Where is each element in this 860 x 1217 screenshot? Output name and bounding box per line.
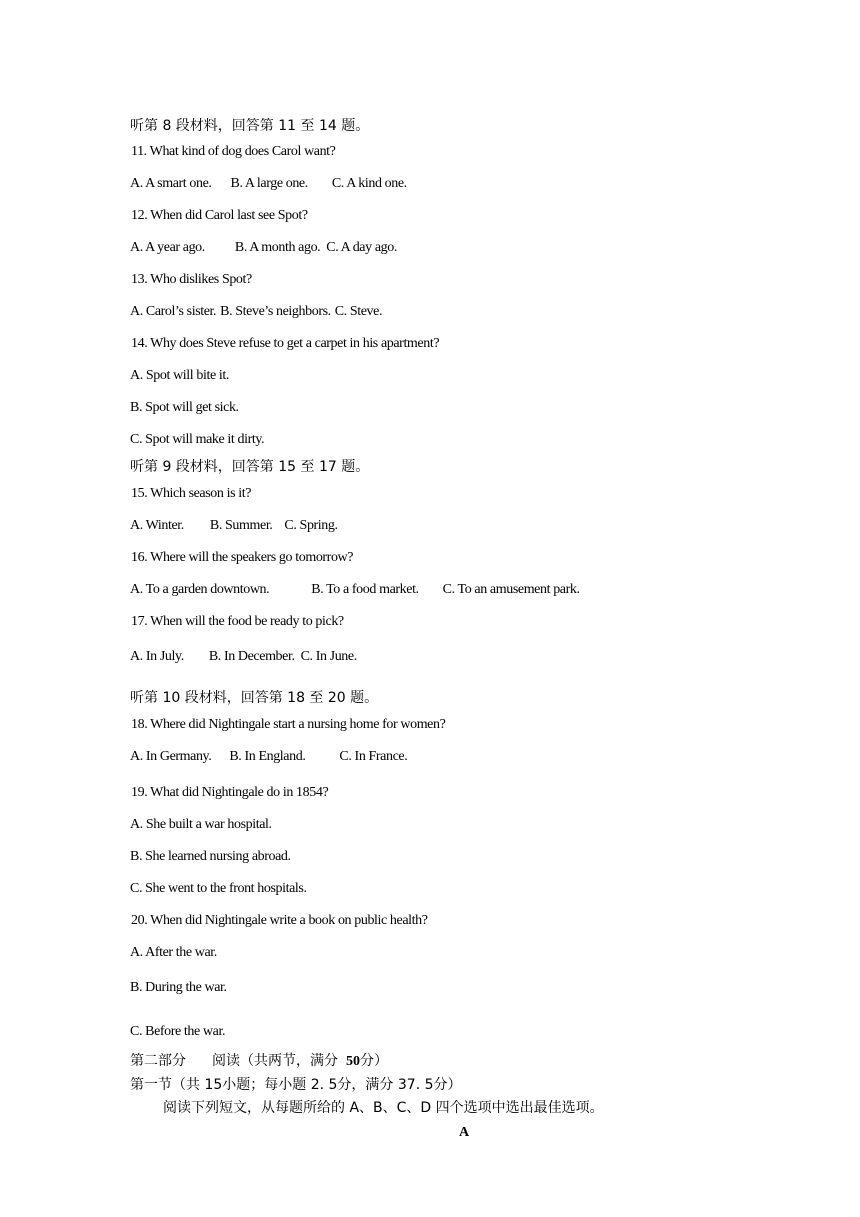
question-11-option-a: A. A smart one.	[130, 176, 212, 191]
question-12-option-a: A. A year ago.	[130, 240, 205, 255]
question-19-stem: 19. What did Nightingale do in 1854?	[131, 785, 329, 800]
question-12-option-b: B. A month ago.	[234, 240, 321, 255]
reading-instruction: 阅读下列短文，从每题所给的 A、B、C、D 四个选项中选出最佳选项。	[163, 1100, 604, 1116]
question-18-stem: 18. Where did Nightingale start a nursing home for women?	[131, 717, 446, 732]
question-11-stem: 11. What kind of dog does Carol want?	[131, 144, 336, 159]
question-20-option-b: B. During the war.	[130, 980, 227, 995]
question-16-option-b: B. To a food market.	[311, 582, 419, 597]
question-17-option-b: B. In December.	[208, 649, 295, 664]
question-15-stem: 15. Which season is it?	[131, 486, 252, 501]
question-12-stem: 12. When did Carol last see Spot?	[131, 208, 308, 223]
section-heading-8: 听第 8 段材料，回答第 11 至 14 题。	[130, 118, 370, 134]
part-two-label: 第二部分	[130, 1053, 186, 1069]
question-17-option-a: A. In July.	[130, 649, 184, 664]
question-13-option-a: A. Carol’s sister.	[130, 304, 217, 319]
section-one-heading: 第一节（共 15小题；每小题 2. 5分，满分 37. 5分）	[130, 1077, 462, 1093]
question-13-option-c: C. Steve.	[334, 304, 383, 319]
question-16-stem: 16. Where will the speakers go tomorrow?	[131, 550, 354, 565]
question-11-option-b: B. A large one.	[230, 176, 308, 191]
question-20-option-a: A. After the war.	[130, 945, 217, 960]
section-heading-10: 听第 10 段材料，回答第 18 至 20 题。	[130, 690, 379, 706]
question-17-stem: 17. When will the food be ready to pick?	[131, 614, 344, 629]
question-19-option-a: A. She built a war hospital.	[130, 817, 272, 832]
part-two-title: 阅读（共两节，满分	[212, 1053, 338, 1069]
part-two-title-end: 分）	[360, 1053, 388, 1069]
question-11-options	[130, 175, 407, 193]
question-14-option-b: B. Spot will get sick.	[130, 400, 239, 415]
passage-label: A	[458, 1125, 470, 1140]
question-11-option-c: C. A kind one.	[331, 176, 407, 191]
question-18-option-c: C. In France.	[339, 749, 408, 764]
question-14-option-c: C. Spot will make it dirty.	[130, 432, 265, 447]
question-15-option-b: B. Summer.	[209, 518, 273, 533]
question-18-option-b: B. In England.	[229, 749, 306, 764]
section-heading-9: 听第 9 段材料，回答第 15 至 17 题。	[130, 459, 370, 475]
question-12-option-c: C. A day ago.	[326, 240, 397, 255]
question-14-stem: 14. Why does Steve refuse to get a carpet in his apartment?	[131, 336, 440, 351]
question-19-option-c: C. She went to the front hospitals.	[130, 881, 307, 896]
question-13-option-b: B. Steve’s neighbors.	[220, 304, 331, 319]
question-20-option-c: C. Before the war.	[130, 1024, 226, 1039]
question-18-option-a: A. In Germany.	[130, 749, 212, 764]
question-13-stem: 13. Who dislikes Spot?	[131, 272, 252, 287]
question-20-stem: 20. When did Nightingale write a book on public health?	[131, 913, 428, 928]
part-two-heading	[130, 1052, 388, 1071]
question-14-option-a: A. Spot will bite it.	[130, 368, 229, 383]
question-15-options	[130, 517, 338, 535]
question-15-option-a: A. Winter.	[130, 518, 184, 533]
question-19-option-b: B. She learned nursing abroad.	[130, 849, 291, 864]
question-15-option-c: C. Spring.	[284, 518, 338, 533]
question-16-options	[130, 581, 580, 599]
question-13-options	[130, 303, 382, 321]
question-16-option-a: A. To a garden downtown.	[130, 582, 270, 597]
question-16-option-c: C. To an amusement park.	[442, 582, 580, 597]
question-17-options	[130, 648, 357, 666]
question-12-options	[130, 239, 397, 257]
question-17-option-c: C. In June.	[300, 649, 357, 664]
question-18-options	[130, 748, 407, 766]
part-two-score: 50	[346, 1054, 360, 1069]
